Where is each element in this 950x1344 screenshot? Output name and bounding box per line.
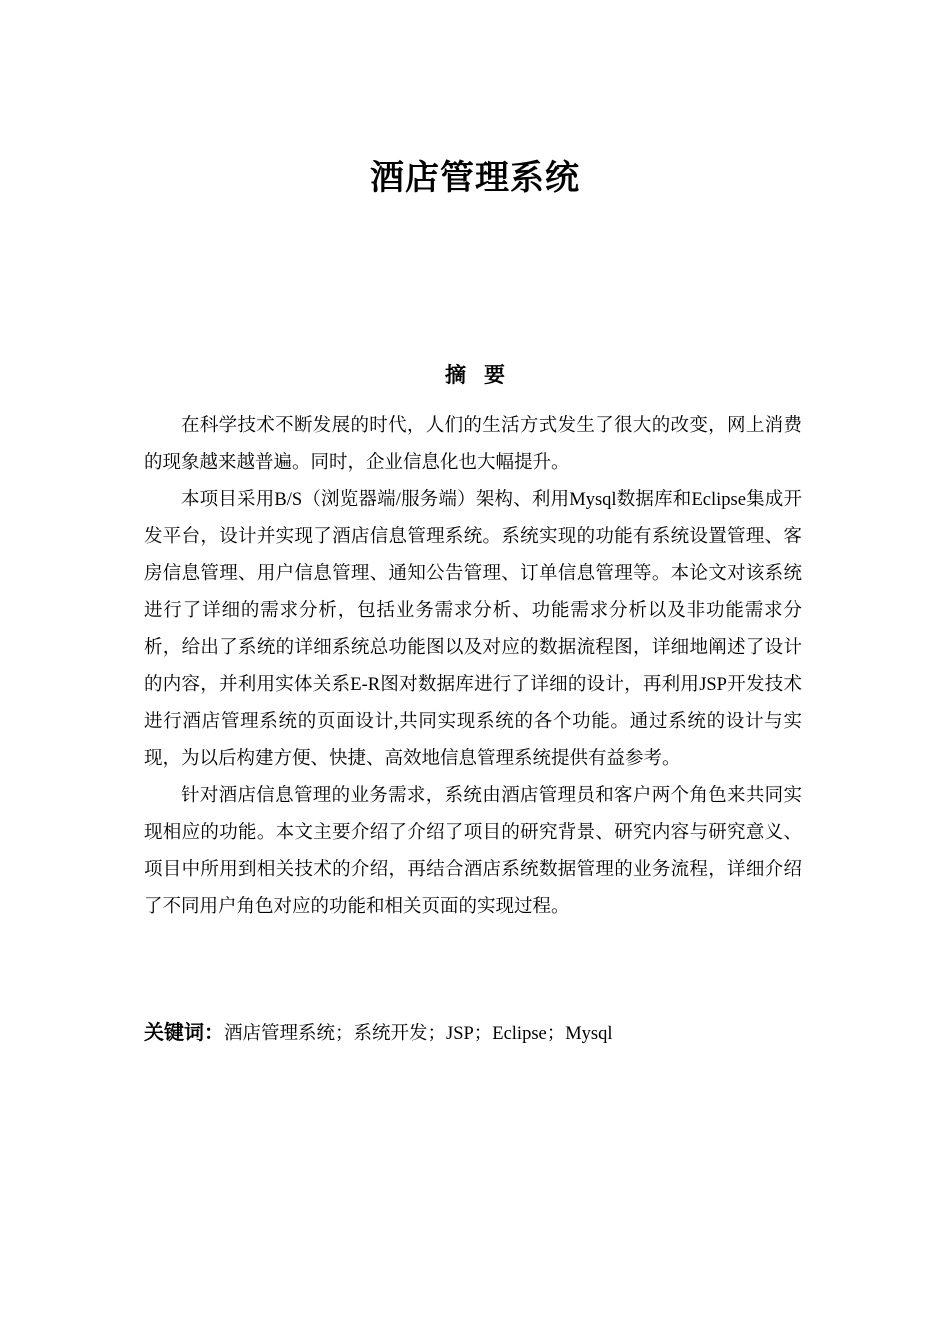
keywords-text: 酒店管理系统；系统开发；JSP；Eclipse；Mysql [224,1024,613,1044]
abstract-paragraph-1: 在科学技术不断发展的时代，人们的生活方式发生了很大的改变，网上消费的现象越来越普遍。同时，企业信息化也大幅提升。 [144,416,802,473]
keywords-line [144,1014,824,1052]
abstract-paragraph-2: 本项目采用B/S（浏览器端/服务端）架构、利用Mysql数据库和Eclipse集成开发平台，设计并实现了酒店信息管理系统。系统实现的功能有系统设置管理、客房信息管理、用户信息管理、通知公告管理、订单信息管理等。本论文对该系统进行了详细的需求分析，包括业务需求分析、功能需求分析以及非功能需求分析，给出了系统的详细系统总功能图以及对应的数据流程图，详细地阐述了设计的内容，并利用实体关系E-R图对数据库进行了详细的设计，再利用JSP开发技术进行酒店管理系统的页面设计,共同实现系统的各个功能。通过系统的设计与实现，为以后构建方便、快捷、高效地信息管理系统提供有益参考。 [144,490,802,769]
abstract-body [144,408,802,926]
abstract-heading: 摘要 [445,363,523,387]
document-title: 酒店管理系统 [370,160,580,197]
abstract-paragraph-3: 针对酒店信息管理的业务需求，系统由酒店管理员和客户两个角色来共同实现相应的功能。本文主要介绍了介绍了项目的研究背景、研究内容与研究意义、项目中所用到相关技术的介绍，再结合酒店系统数据管理的业务流程，详细介绍了不同用户角色对应的功能和相关页面的实现过程。 [144,786,802,917]
keywords-label: 关键词： [144,1020,224,1044]
